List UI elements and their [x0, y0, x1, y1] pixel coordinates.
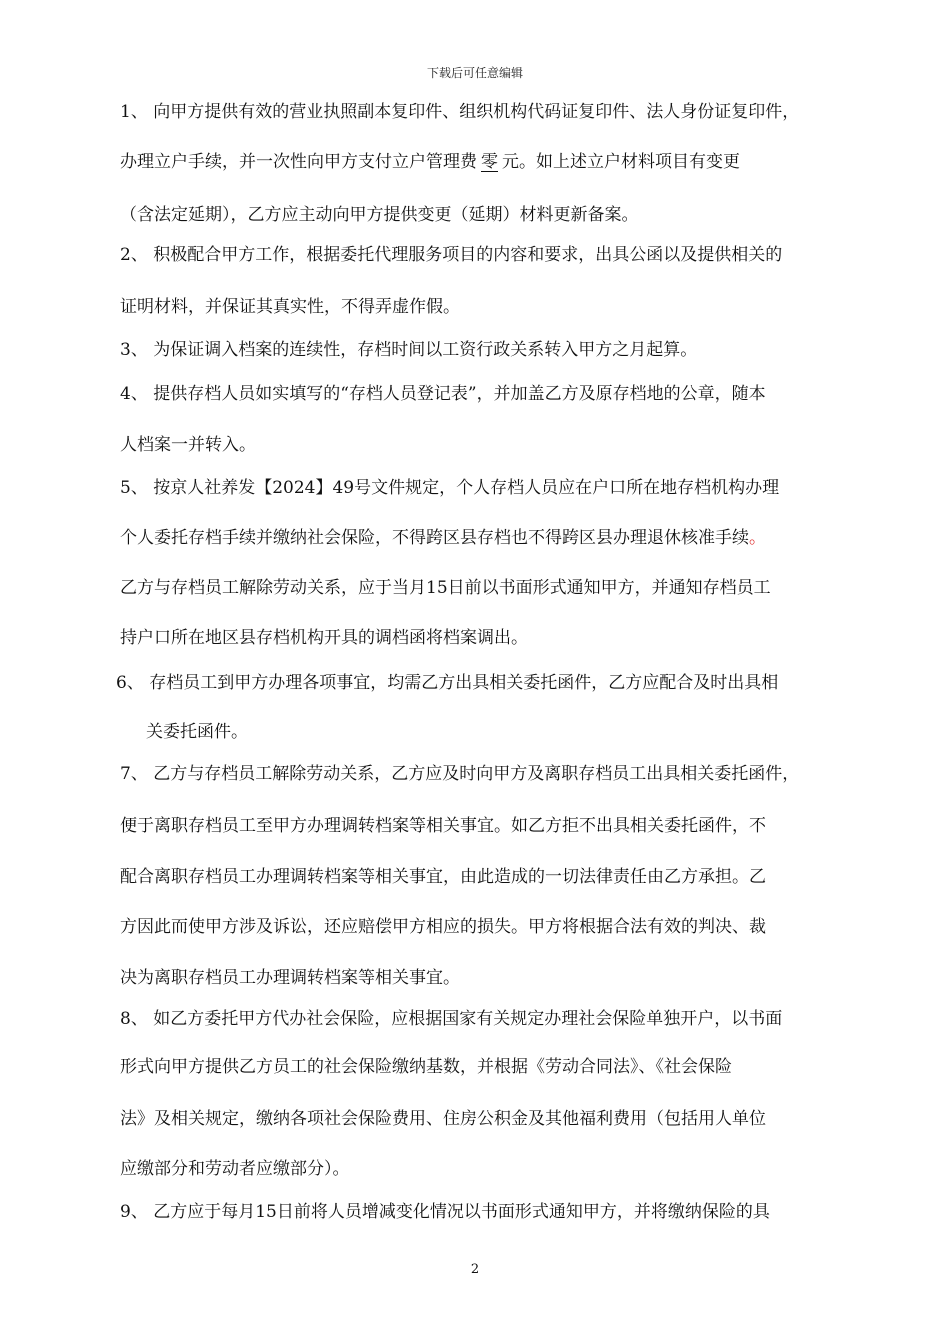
clause-7-line-1: 7、 乙方与存档员工解除劳动关系，乙方应及时向甲方及离职存档员工出具相关委托函件，	[120, 764, 800, 784]
clause-7-line-5: 决为离职存档员工办理调转档案等相关事宜。	[120, 968, 460, 988]
clause-1-text-a: 办理立户手续，并一次性向甲方支付立户管理费	[120, 152, 477, 172]
page-header: 下载后可任意编辑	[426, 66, 523, 80]
clause-7-line-2: 便于离职存档员工至甲方办理调转档案等相关事宜。如乙方拒不出具相关委托函件，不	[120, 816, 766, 836]
clause-8-line-2: 形式向甲方提供乙方员工的社会保险缴纳基数，并根据《劳动合同法》、《社会保险	[120, 1057, 732, 1077]
clause-5-line-2	[120, 526, 766, 550]
fee-amount: 零	[481, 152, 498, 172]
clause-5-text: 个人委托存档手续并缴纳社会保险，不得跨区县存档也不得跨区县办理退休核准手续	[120, 528, 749, 548]
red-period: 。	[749, 528, 766, 548]
clause-8-line-3: 法》及相关规定，缴纳各项社会保险费用、住房公积金及其他福利费用（包括用人单位	[120, 1109, 766, 1129]
clause-5-line-3: 乙方与存档员工解除劳动关系，应于当月15日前以书面形式通知甲方，并通知存档员工	[120, 578, 771, 598]
clause-4-line-1: 4、 提供存档人员如实填写的“存档人员登记表”，并加盖乙方及原存档地的公章，随本	[120, 384, 766, 404]
clause-6-line-1: 6、 存档员工到甲方办理各项事宜，均需乙方出具相关委托函件，乙方应配合及时出具相	[116, 673, 779, 693]
clause-1-line-2	[120, 150, 740, 174]
clause-1-line-3: （含法定延期），乙方应主动向甲方提供变更（延期）材料更新备案。	[120, 205, 639, 225]
clause-8-line-1: 8、 如乙方委托甲方代办社会保险，应根据国家有关规定办理社会保险单独开户，以书面	[120, 1009, 783, 1029]
clause-4-line-2: 人档案一并转入。	[120, 435, 256, 455]
clause-9-line-1: 9、 乙方应于每月15日前将人员增减变化情况以书面形式通知甲方，并将缴纳保险的具	[120, 1202, 770, 1222]
clause-2-line-2: 证明材料，并保证其真实性，不得弄虚作假。	[120, 297, 460, 317]
clause-1-line-1: 1、 向甲方提供有效的营业执照副本复印件、组织机构代码证复印件、法人身份证复印件，	[120, 102, 800, 122]
clause-5-line-4: 持户口所在地区县存档机构开具的调档函将档案调出。	[120, 628, 528, 648]
clause-5-line-1: 5、 按京人社养发【2024】49号文件规定，个人存档人员应在户口所在地存档机构办理	[120, 478, 780, 498]
clause-3-line-1: 3、 为保证调入档案的连续性，存档时间以工资行政关系转入甲方之月起算。	[120, 340, 698, 360]
clause-1-text-b: 元。如上述立户材料项目有变更	[502, 152, 740, 172]
page-number: 2	[470, 1262, 480, 1277]
clause-7-line-4: 方因此而使甲方涉及诉讼，还应赔偿甲方相应的损失。甲方将根据合法有效的判决、裁	[120, 917, 766, 937]
clause-6-line-2: 关委托函件。	[146, 722, 248, 742]
clause-7-line-3: 配合离职存档员工办理调转档案等相关事宜，由此造成的一切法律责任由乙方承担。乙	[120, 867, 766, 887]
clause-2-line-1: 2、 积极配合甲方工作，根据委托代理服务项目的内容和要求，出具公函以及提供相关的	[120, 245, 783, 265]
clause-8-line-4: 应缴部分和劳动者应缴部分）。	[120, 1159, 350, 1179]
